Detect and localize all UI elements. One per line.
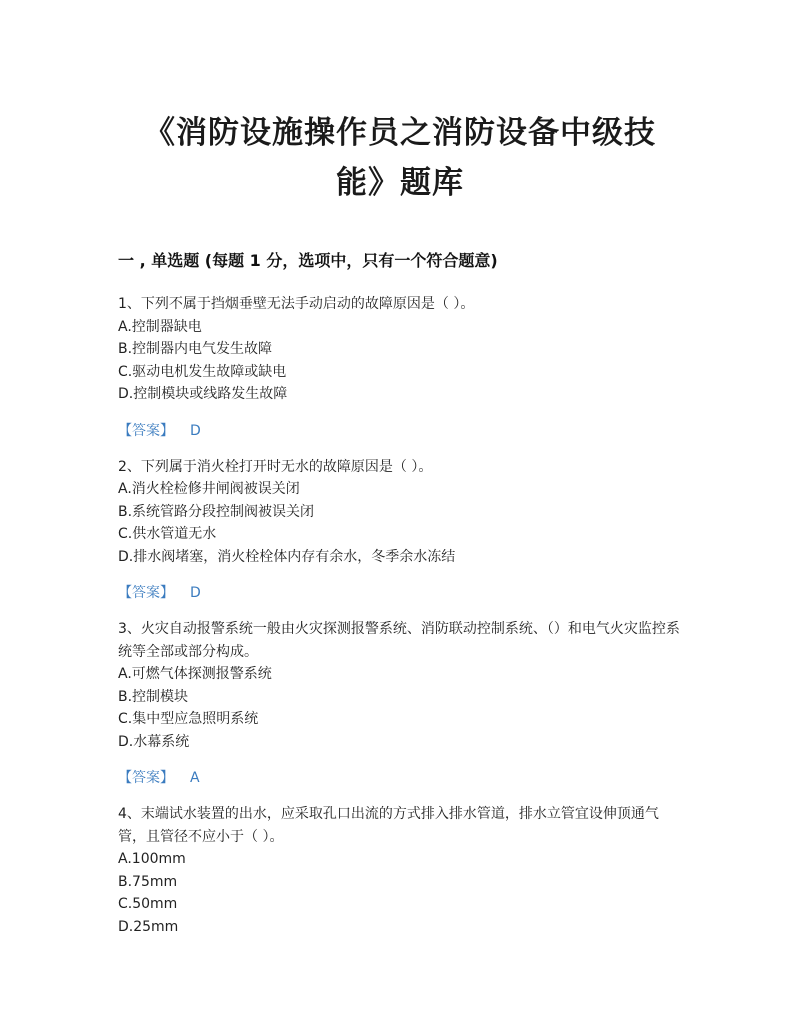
option-d: D.排水阀堵塞，消火栓栓体内存有余水，冬季余水冻结 [118,548,456,565]
option-c: C.集中型应急照明系统 [118,711,259,727]
answer-line [118,420,683,442]
question-stem: 3、火灾自动报警系统一般由火灾探测报警系统、消防联动控制系统、（）和电气火灾监控系统等全部或部分构成。 [118,621,680,660]
answer-line [118,767,683,789]
option-b: B.控制器内电气发生故障 [118,341,273,357]
document-title [90,108,710,208]
option-a: A.100mm [118,851,186,867]
question-stem: 4、末端试水装置的出水，应采取孔口出流的方式排入排水管道，排水立管宜设伸顶通气管，且管径不应小于（ ）。 [118,806,659,845]
answer-value: D [190,422,201,439]
option-d: D.控制模块或线路发生故障 [118,386,288,402]
title-line-1: 《消防设施操作员之消防设备中级技 [144,115,656,151]
answer-value: A [190,770,200,786]
option-d: D.25mm [118,918,179,935]
option-a: A.控制器缺电 [118,318,202,335]
question-2 [118,456,683,605]
option-b: B.75mm [118,873,178,890]
option-c: C.供水管道无水 [118,526,217,542]
title-line-2: 能》题库 [336,165,464,201]
option-a: A.可燃气体探测报警系统 [118,666,272,682]
section-heading: 一 , 单选题 (每题 1 分，选项中，只有一个符合题意) [118,251,498,270]
question-list [118,293,683,938]
answer-label: 【答案】 [118,585,174,601]
question-stem: 1、下列不属于挡烟垂壁无法手动启动的故障原因是（ ）。 [118,296,475,312]
question-3 [118,618,683,789]
question-1 [118,293,683,442]
option-c: C.驱动电机发生故障或缺电 [118,363,287,380]
option-b: B.系统管路分段控制阀被误关闭 [118,503,315,520]
option-c: C.50mm [118,896,178,912]
option-d: D.水幕系统 [118,733,190,750]
answer-value: D [190,585,201,601]
answer-label: 【答案】 [118,422,174,439]
answer-label: 【答案】 [118,770,174,786]
option-b: B.控制模块 [118,688,189,705]
question-stem: 2、下列属于消火栓打开时无水的故障原因是（ ）。 [118,458,433,475]
answer-line [118,582,683,604]
question-4 [118,803,683,938]
option-a: A.消火栓检修井闸阀被误关闭 [118,481,300,497]
